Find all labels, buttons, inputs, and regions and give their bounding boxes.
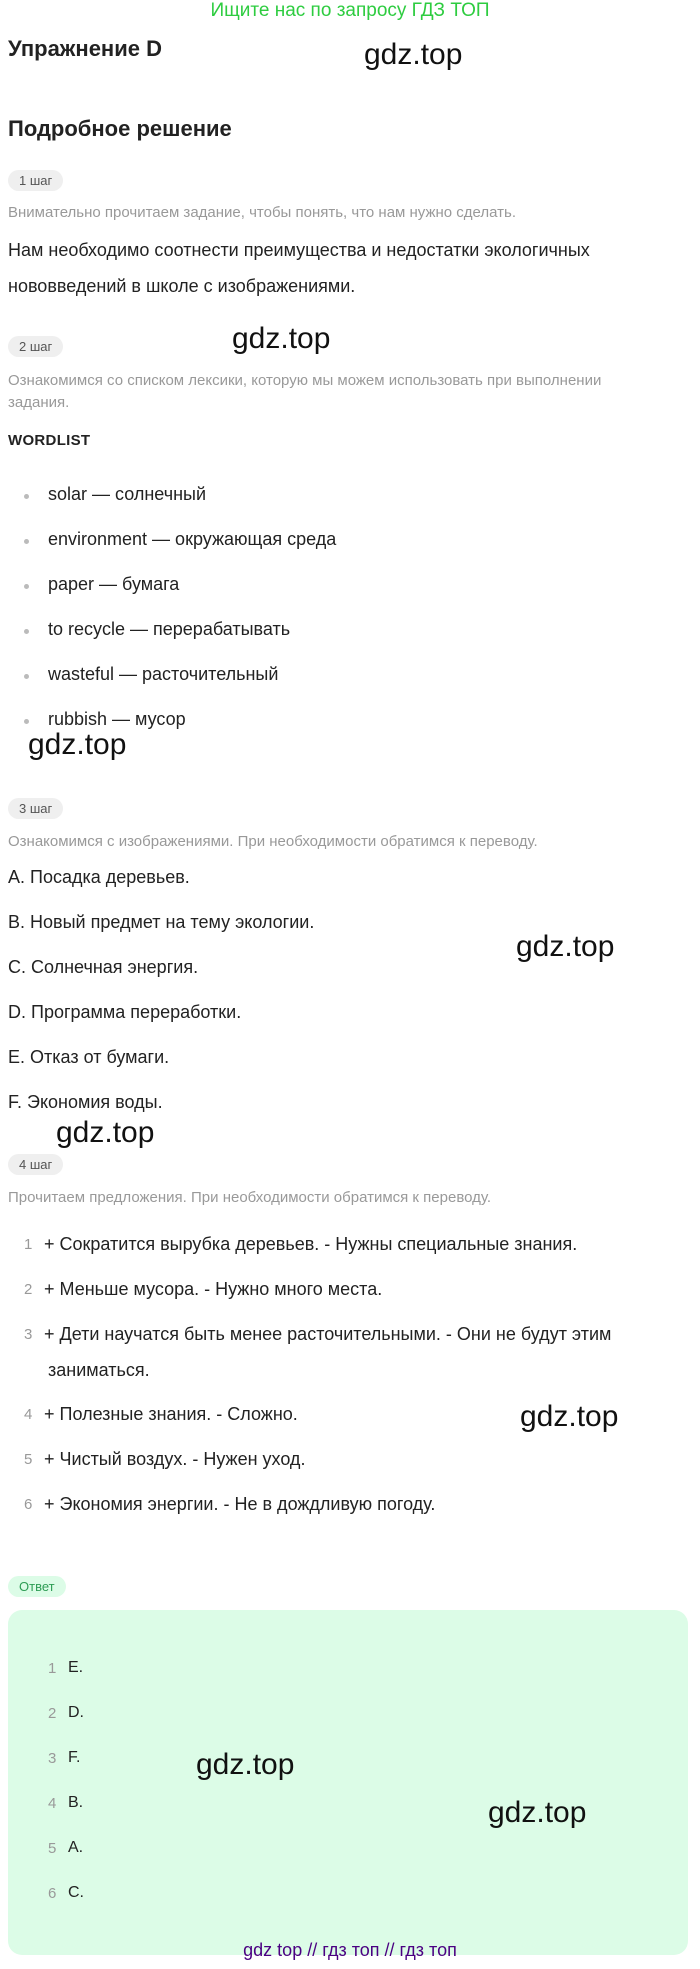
answer-item: F. (68, 1749, 81, 1766)
step-2-badge (8, 336, 63, 357)
bullet-icon (24, 539, 29, 544)
bullet-icon (24, 629, 29, 634)
search-banner[interactable]: Ищите нас по запросу ГДЗ ТОП (210, 0, 490, 21)
step-4-hint: Прочитаем предложения. При необходимости обратимся к переводу. (8, 1189, 492, 1206)
step-3-label: 3 шаг (8, 798, 63, 819)
step-2-hint-line-1: Ознакомимся со списком лексики, которую мы можем использовать при выполнении (8, 372, 602, 389)
list-item: environment — окружающая среда (48, 529, 337, 549)
step-1-text-line-2: нововведений в школе с изображениями. (8, 276, 356, 296)
answer-box (8, 1610, 688, 1955)
list-item: + Меньше мусора. - Нужно много места. (44, 1279, 383, 1299)
answer-item: B. (68, 1794, 84, 1811)
answer-item: D. (68, 1704, 84, 1721)
step-3-badge (8, 798, 63, 819)
section-title: Подробное решение (8, 116, 232, 141)
watermark: gdz.top (520, 1400, 619, 1433)
answer-number: 6 (48, 1885, 57, 1902)
step-1-hint: Внимательно прочитаем задание, чтобы понять, что нам нужно сделать. (8, 204, 517, 221)
watermark: gdz.top (28, 728, 127, 761)
list-item: wasteful — расточительный (48, 664, 279, 684)
step-4-badge (8, 1154, 63, 1175)
list-item: C. Солнечная энергия. (8, 957, 199, 977)
page-title: Упражнение D (8, 36, 162, 61)
list-number: 6 (24, 1496, 33, 1513)
list-number: 3 (24, 1326, 33, 1343)
answer-badge (8, 1576, 66, 1597)
list-item: + Полезные знания. - Сложно. (44, 1404, 298, 1424)
watermark: gdz.top (516, 930, 615, 963)
step-4-label: 4 шаг (8, 1154, 63, 1175)
answer-number: 5 (48, 1840, 57, 1857)
list-item: + Экономия энергии. - Не в дождливую погоду. (44, 1494, 436, 1514)
answer-number: 4 (48, 1795, 57, 1812)
step-2-label: 2 шаг (8, 336, 63, 357)
list-number: 4 (24, 1406, 33, 1423)
bullet-icon (24, 674, 29, 679)
list-item: D. Программа переработки. (8, 1002, 242, 1022)
list-item: E. Отказ от бумаги. (8, 1047, 170, 1067)
list-item: + Чистый воздух. - Нужен уход. (44, 1449, 306, 1469)
answer-number: 2 (48, 1705, 57, 1722)
list-item: B. Новый предмет на тему экологии. (8, 912, 315, 932)
list-number: 5 (24, 1451, 33, 1468)
answer-item: A. (68, 1839, 84, 1856)
list-item: rubbish — мусор (48, 709, 186, 729)
watermark: gdz.top (56, 1116, 155, 1149)
watermark: gdz.top (364, 38, 463, 71)
list-number: 1 (24, 1236, 33, 1253)
answer-label: Ответ (8, 1576, 66, 1597)
list-item: + Дети научатся быть менее расточительными. - Они не будут этим (44, 1324, 612, 1344)
step-2-hint-line-2: задания. (8, 394, 70, 411)
watermark: gdz.top (488, 1796, 587, 1829)
list-item: paper — бумага (48, 574, 180, 594)
bullet-icon (24, 719, 29, 724)
watermark: gdz.top (232, 322, 331, 355)
list-item-continuation: заниматься. (48, 1360, 150, 1380)
step-3-hint: Ознакомимся с изображениями. При необходимости обратимся к переводу. (8, 833, 538, 850)
step-1-text-line-1: Нам необходимо соотнести преимущества и недостатки экологичных (8, 240, 590, 260)
list-item: solar — солнечный (48, 484, 207, 504)
answer-item: E. (68, 1659, 84, 1676)
step-1-label: 1 шаг (8, 170, 63, 191)
wordlist-title: WORDLIST (8, 432, 91, 449)
list-item: F. Экономия воды. (8, 1092, 163, 1112)
list-item: + Сократится вырубка деревьев. - Нужны специальные знания. (44, 1234, 578, 1254)
answer-number: 3 (48, 1750, 57, 1767)
bullet-icon (24, 494, 29, 499)
step-1-badge (8, 170, 63, 191)
list-item: to recycle — перерабатывать (48, 619, 291, 639)
answer-item: C. (68, 1884, 84, 1901)
bullet-icon (24, 584, 29, 589)
list-item: A. Посадка деревьев. (8, 867, 190, 887)
watermark: gdz.top (196, 1748, 295, 1781)
answer-number: 1 (48, 1660, 57, 1677)
list-number: 2 (24, 1281, 33, 1298)
footer-links[interactable]: gdz top // гдз топ // гдз топ (243, 1940, 457, 1960)
